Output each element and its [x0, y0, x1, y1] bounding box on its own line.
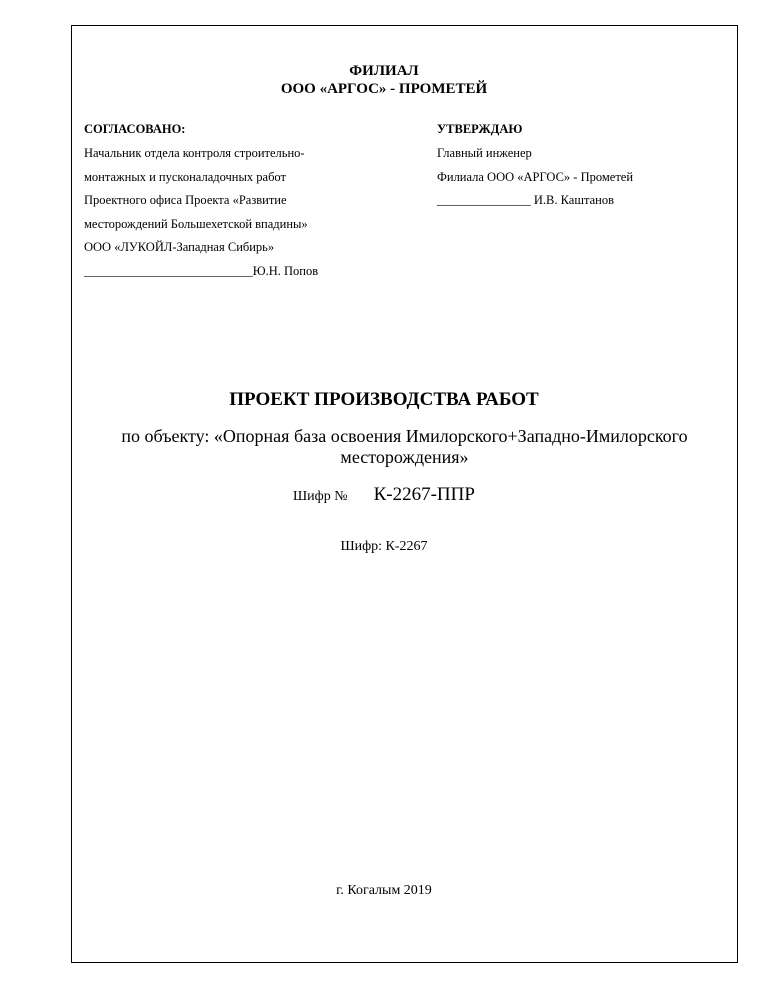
object-line-1: по объекту: «Опорная база освоения Имилорского+Западно-Имилорского	[121, 426, 688, 446]
approved-block	[437, 122, 633, 217]
approved-heading: УТВЕРЖДАЮ	[437, 122, 523, 136]
agreed-line: Проектного офиса Проекта «Развитие	[84, 193, 287, 207]
cipher-value: К-2267-ППР	[373, 484, 475, 505]
city-year: г. Когалым 2019	[336, 883, 432, 898]
document-title: ПРОЕКТ ПРОИЗВОДСТВА РАБОТ	[229, 389, 539, 410]
agreed-block	[84, 122, 318, 287]
agreed-line: месторождений Большехетской впадины»	[84, 216, 308, 231]
approved-line: Филиала ООО «АРГОС» - Прометей	[437, 169, 634, 184]
agreed-line: ООО «ЛУКОЙЛ-Западная Сибирь»	[84, 240, 275, 254]
company-name: ООО «АРГОС» - ПРОМЕТЕЙ	[280, 81, 488, 97]
object-description	[71, 426, 738, 468]
cipher-label: Шифр №	[293, 489, 348, 504]
approved-line: Главный инженер	[437, 146, 532, 160]
cipher-short: Шифр: К-2267	[340, 539, 428, 554]
agreed-line: монтажных и пусконаладочных работ	[84, 169, 286, 184]
cipher-row	[0, 484, 768, 506]
branch-title: ФИЛИАЛ	[349, 63, 419, 79]
agreed-heading: СОГЛАСОВАНО:	[84, 122, 186, 136]
approved-signature-line: _______________ И.В. Каштанов	[437, 193, 614, 207]
object-line-2: месторождения»	[340, 447, 469, 467]
agreed-signature-line: ___________________________Ю.Н. Попов	[84, 263, 319, 278]
agreed-line: Начальник отдела контроля строительно-	[84, 146, 305, 160]
